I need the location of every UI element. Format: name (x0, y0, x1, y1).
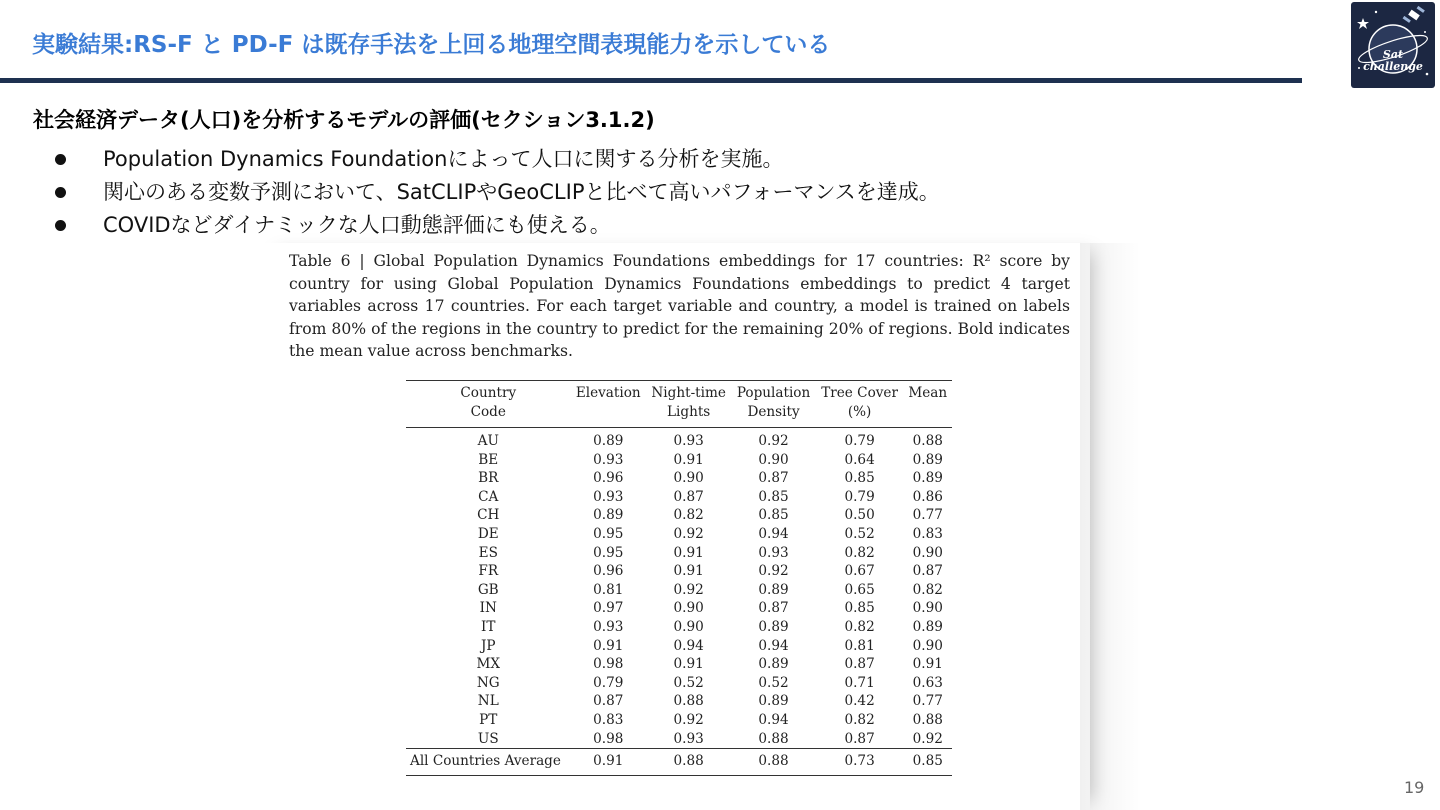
table-row (406, 506, 952, 525)
table-cell: 0.91 (673, 451, 704, 468)
table-row (406, 562, 952, 581)
table-cell: 0.93 (593, 451, 624, 468)
table-cell: 0.89 (912, 451, 943, 468)
table-body (406, 428, 952, 749)
table-row (406, 469, 952, 488)
table-row (406, 618, 952, 637)
table-cell: 0.85 (903, 749, 952, 776)
table-caption: Table 6 | Global Population Dynamics Foundations embeddings for 17 countries: R² score by country for using Global Population Dynamics Foundations embeddings to predict 4 target variables across 17 countries. For each target variable and country, a model is trained on labels from 80% of the regions in the country to predict for the remaining 20% of regions. Bold indicates the mean value across benchmarks. (289, 252, 1070, 360)
table-cell: 0.83 (912, 525, 943, 542)
table-cell: 0.89 (758, 581, 789, 598)
table-cell: 0.85 (844, 600, 875, 617)
bullet-text: 関心のある変数予測において、SatCLIPやGeoCLIPと比べて高いパフォーマンスを達成。 (103, 180, 940, 204)
table-cell: 0.92 (758, 433, 789, 449)
header-country-code: Country Code (406, 381, 571, 428)
table-cell: CH (477, 507, 500, 524)
table-cell: 0.73 (816, 749, 904, 776)
table-cell: 0.79 (593, 674, 624, 691)
table-cell: 0.88 (758, 730, 789, 747)
table-cell: 0.86 (912, 488, 943, 505)
table-cell: 0.65 (844, 581, 875, 598)
table-row (406, 525, 952, 544)
table-cell: 0.88 (912, 711, 943, 728)
table-cell: 0.85 (758, 507, 789, 524)
table-cell: IN (479, 600, 497, 617)
table-row (406, 451, 952, 470)
header-elevation: Elevation (571, 381, 646, 428)
table-cell: 0.88 (646, 749, 731, 776)
table-cell: 0.67 (844, 563, 875, 580)
table-row (406, 488, 952, 507)
table-cell: 0.82 (912, 581, 943, 598)
table-cell: 0.77 (912, 693, 943, 710)
table-cell: 0.90 (758, 451, 789, 468)
table-cell: 0.89 (758, 618, 789, 635)
table-cell: IT (481, 618, 496, 635)
table-cell: 0.91 (673, 656, 704, 673)
table-row (406, 581, 952, 600)
table-cell: 0.81 (593, 581, 624, 598)
table-cell: 0.82 (673, 507, 704, 524)
table-cell: 0.64 (844, 451, 875, 468)
table-cell: PT (479, 711, 498, 728)
table-cell: 0.87 (593, 693, 624, 710)
table-cell: 0.98 (593, 656, 624, 673)
table-cell: 0.89 (593, 507, 624, 524)
table-cell: BR (478, 470, 499, 487)
table-cell: GB (477, 581, 499, 598)
table-header-row (406, 381, 952, 428)
logo-artwork-icon (1351, 2, 1435, 88)
table-cell: DE (477, 525, 499, 542)
table-cell: BE (478, 451, 499, 468)
table-cell: 0.91 (593, 637, 624, 654)
paper-shadow (1080, 243, 1140, 810)
bullet-dot-icon (55, 187, 66, 198)
table-cell: US (477, 730, 499, 747)
table-row (406, 637, 952, 656)
bullet-dot-icon (55, 220, 66, 231)
table-cell: 0.82 (844, 711, 875, 728)
table-cell: 0.93 (673, 730, 704, 747)
table-row (406, 711, 952, 730)
table-cell: MX (476, 656, 501, 673)
table-cell: 0.89 (593, 433, 624, 449)
table-cell: 0.92 (673, 525, 704, 542)
table-cell: 0.92 (758, 563, 789, 580)
table-cell: 0.87 (912, 563, 943, 580)
table-row (406, 599, 952, 618)
table-cell: All Countries Average (406, 749, 571, 776)
table-row (406, 674, 952, 693)
table-cell: 0.90 (673, 470, 704, 487)
table-cell: 0.95 (593, 525, 624, 542)
table-cell: 0.94 (758, 637, 789, 654)
table-cell: 0.93 (673, 433, 704, 449)
section-heading: 社会経済データ(人口)を分析するモデルの評価(セクション3.1.2) (33, 108, 655, 132)
table-row (406, 692, 952, 711)
header-mean: Mean (903, 381, 952, 428)
table-cell: 0.63 (912, 674, 943, 691)
table-cell: 0.83 (593, 711, 624, 728)
table-cell: 0.89 (912, 470, 943, 487)
table-row (406, 428, 952, 451)
table-cell: 0.90 (912, 600, 943, 617)
table-cell: 0.87 (758, 600, 789, 617)
table-cell: 0.91 (673, 544, 704, 561)
table-row (406, 544, 952, 563)
table-cell: 0.92 (673, 711, 704, 728)
table-cell: 0.87 (673, 488, 704, 505)
table-cell: 0.91 (912, 656, 943, 673)
table-cell: 0.96 (593, 470, 624, 487)
header-night-time-lights: Night-time Lights (646, 381, 731, 428)
table-cell: 0.82 (844, 544, 875, 561)
header-population-density: Population Density (731, 381, 815, 428)
table-cell: 0.81 (844, 637, 875, 654)
table-cell: 0.82 (844, 618, 875, 635)
title-divider (0, 78, 1302, 83)
slide-title: 実験結果:RS-F と PD-F は既存手法を上回る地理空間表現能力を示している (32, 32, 831, 58)
header-tree-cover: Tree Cover (%) (816, 381, 904, 428)
table-cell: ES (478, 544, 498, 561)
table-cell: 0.79 (844, 488, 875, 505)
table-cell: 0.87 (844, 730, 875, 747)
table-cell: JP (480, 637, 496, 654)
table-row (406, 655, 952, 674)
table-cell: 0.94 (673, 637, 704, 654)
results-table (406, 380, 952, 776)
table-cell: 0.42 (844, 693, 875, 710)
table-cell: 0.85 (758, 488, 789, 505)
table-cell: 0.87 (758, 470, 789, 487)
table-cell: 0.89 (912, 618, 943, 635)
table-cell: 0.93 (593, 488, 624, 505)
table-cell: 0.94 (758, 711, 789, 728)
logo-text: Sat challenge (1363, 48, 1423, 73)
table-cell: 0.90 (673, 600, 704, 617)
table-cell: 0.98 (593, 730, 624, 747)
table-cell: 0.52 (673, 674, 704, 691)
table-cell: 0.95 (593, 544, 624, 561)
table-cell: NG (476, 674, 500, 691)
table-cell: 0.92 (912, 730, 943, 747)
table-cell: 0.85 (844, 470, 875, 487)
table-cell: 0.91 (673, 563, 704, 580)
table-cell: 0.90 (912, 637, 943, 654)
table-footer-row (406, 749, 952, 776)
bullet-text: Population Dynamics Foundationによって人口に関する分析を実施。 (103, 147, 784, 171)
table-cell: 0.88 (673, 693, 704, 710)
table-cell: 0.50 (844, 507, 875, 524)
table-cell: 0.88 (731, 749, 815, 776)
table-cell: 0.89 (758, 656, 789, 673)
satellite-challenge-logo (1351, 2, 1435, 88)
table-cell: 0.90 (912, 544, 943, 561)
table-cell: 0.87 (844, 656, 875, 673)
table-cell: 0.89 (758, 693, 789, 710)
table-cell: 0.93 (593, 618, 624, 635)
page-number: 19 (1404, 778, 1425, 797)
table-cell: NL (477, 693, 499, 710)
table-cell: 0.96 (593, 563, 624, 580)
table-cell: 0.79 (844, 433, 875, 449)
table-cell: 0.71 (844, 674, 875, 691)
table-cell: 0.93 (758, 544, 789, 561)
table-cell: 0.77 (912, 507, 943, 524)
table-cell: 0.94 (758, 525, 789, 542)
table-cell: 0.92 (673, 581, 704, 598)
table-cell: 0.97 (593, 600, 624, 617)
table-cell: 0.91 (571, 749, 646, 776)
table-cell: 0.52 (844, 525, 875, 542)
table-cell: 0.88 (912, 433, 943, 449)
table-cell: FR (478, 563, 499, 580)
table-row (406, 730, 952, 749)
table-cell: 0.52 (758, 674, 789, 691)
table-cell: AU (477, 433, 499, 449)
bullet-text: COVIDなどダイナミックな人口動態評価にも使える。 (103, 213, 611, 237)
table-cell: CA (478, 488, 499, 505)
table-cell: 0.90 (673, 618, 704, 635)
bullet-dot-icon (55, 154, 66, 165)
